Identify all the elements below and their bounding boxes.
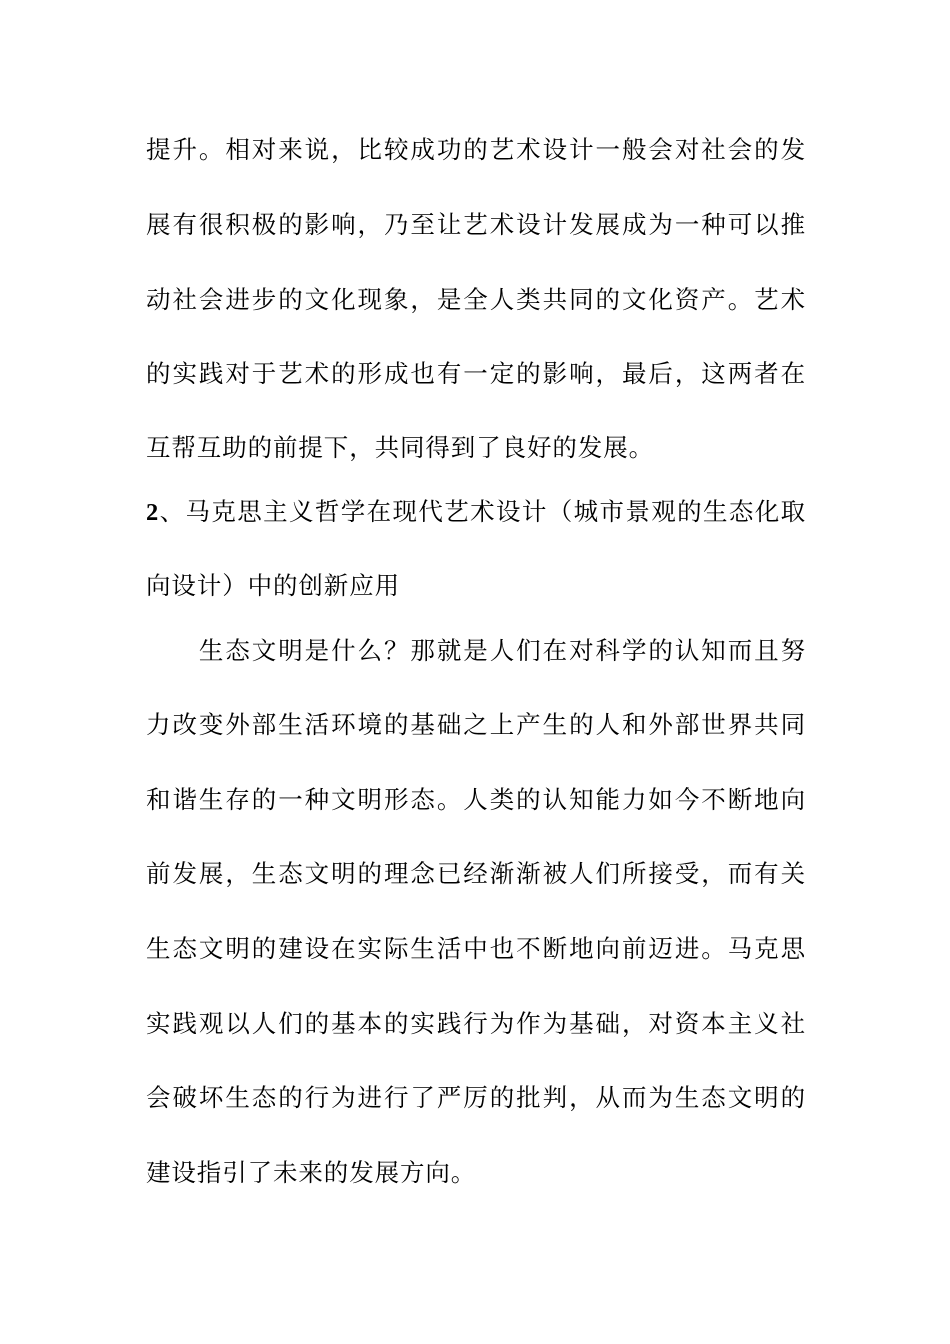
paragraph-line: 动社会进步的文化现象，是全人类共同的文化资产。艺术 — [146, 285, 806, 314]
paragraph-line: 的实践对于艺术的形成也有一定的影响，最后，这两者在 — [146, 359, 806, 388]
document-body — [146, 0, 806, 1344]
paragraph-line: 会破坏生态的行为进行了严厉的批判，从而为生态文明的 — [146, 1083, 806, 1112]
section-heading — [146, 496, 806, 528]
section-number: 2 — [146, 499, 160, 526]
paragraph-line: 生态文明的建设在实际生活中也不断地向前迈进。马克思 — [146, 934, 806, 963]
paragraph-line: 生态文明是什么？那就是人们在对科学的认知而且努 — [146, 636, 806, 665]
section-heading-text: 、马克思主义哲学在现代艺术设计（城市景观的生态化取 — [159, 497, 806, 526]
paragraph-line: 前发展，生态文明的理念已经渐渐被人们所接受，而有关 — [146, 859, 806, 888]
paragraph-line: 和谐生存的一种文明形态。人类的认知能力如今不断地向 — [146, 785, 806, 814]
paragraph-line: 互帮互助的前提下，共同得到了良好的发展。 — [146, 433, 654, 462]
paragraph-line: 力改变外部生活环境的基础之上产生的人和外部世界共同 — [146, 710, 806, 739]
section-heading-continued: 向设计）中的创新应用 — [146, 571, 400, 600]
paragraph-line: 建设指引了未来的发展方向。 — [146, 1158, 477, 1187]
paragraph-line: 提升。相对来说，比较成功的艺术设计一般会对社会的发 — [146, 135, 806, 164]
paragraph-line: 展有很积极的影响，乃至让艺术设计发展成为一种可以推 — [146, 210, 806, 239]
paragraph-line: 实践观以人们的基本的实践行为作为基础，对资本主义社 — [146, 1009, 806, 1038]
